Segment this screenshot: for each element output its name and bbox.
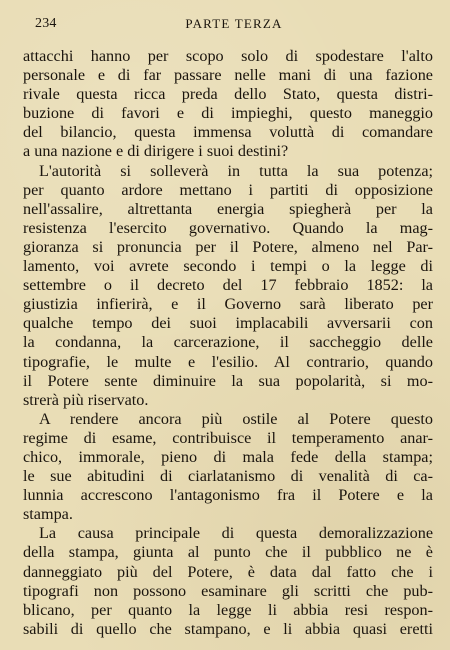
text-line: sabili di quello che stampano, e li abbia quasi eretti (23, 619, 433, 638)
text-line: del bilancio, questa immensa voluttà di comandare (23, 123, 433, 142)
page-header (35, 16, 433, 36)
paragraph-2 (23, 162, 433, 410)
text-line: il Potere sente diminuire la sua popolarità, si mo- (23, 371, 433, 390)
text-line: tipografie, le multe e l'esilio. Al contrario, quando (23, 352, 433, 371)
text-line: lamento, voi avrete secondo i tempi o la legge di (23, 257, 433, 276)
text-line: personale e di far passare nelle mani di una fazione (23, 66, 433, 85)
text-line: L'autorità si solleverà in tutta la sua potenza; (39, 161, 433, 180)
text-line: lunnia accrescono l'antagonismo fra il Potere e la (23, 486, 433, 505)
paragraph-1 (23, 47, 433, 162)
running-head: PARTE TERZA (185, 16, 283, 31)
text-line: stampa. (23, 505, 73, 524)
page-number: 234 (35, 16, 57, 31)
text-line: per quanto ardore mettano i partiti di opposizione (23, 180, 433, 199)
text-line: a una nazione e di dirigere i suoi destini? (23, 142, 289, 161)
paragraph-3 (23, 410, 433, 525)
text-line: la condanna, la carcerazione, il saccheggio delle (23, 333, 433, 352)
text-line: strerà più riservato. (23, 390, 149, 409)
text-line: tipografi non possono esaminare gli scritti che pub- (23, 581, 433, 600)
text-line: giustizia infierirà, e il Governo sarà liberato per (23, 295, 433, 314)
text-line: A rendere ancora più ostile al Potere questo (39, 409, 433, 428)
text-line: resistenza l'esercito governativo. Quando la mag- (23, 218, 433, 237)
text-line: buzione di favori e di impieghi, questo maneggio (23, 104, 433, 123)
text-line: rivale questa ricca preda dello Stato, questa distri- (23, 85, 433, 104)
text-line: chico, immorale, pieno di mala fede della stampa; (23, 447, 433, 466)
body-text (23, 47, 433, 639)
text-line: danneggiato più del Potere, è data dal fatto che i (23, 562, 433, 581)
text-line: attacchi hanno per scopo solo di spodestare l'alto (23, 47, 433, 65)
text-line: settembre o il decreto del 17 febbraio 1852: la (23, 276, 433, 295)
text-line: regime di esame, contribuisce il temperamento anar- (23, 428, 433, 447)
text-line: le sue abitudini di ciarlatanismo di venalità di ca- (23, 467, 433, 486)
text-line: La causa principale di questa demoralizzazione (39, 524, 433, 543)
text-line: nell'assalire, altrettanta energia spiegherà per la (23, 199, 433, 218)
text-line: blicano, per quanto la legge li abbia resi respon- (23, 600, 433, 619)
text-line: della stampa, giunta al punto che il pubblico ne è (23, 543, 433, 562)
text-line: qualche tempo dei suoi implacabili avversarii con (23, 314, 433, 333)
text-line: gioranza si pronuncia per il Potere, almeno nel Par- (23, 237, 433, 256)
paragraph-4 (23, 524, 433, 639)
